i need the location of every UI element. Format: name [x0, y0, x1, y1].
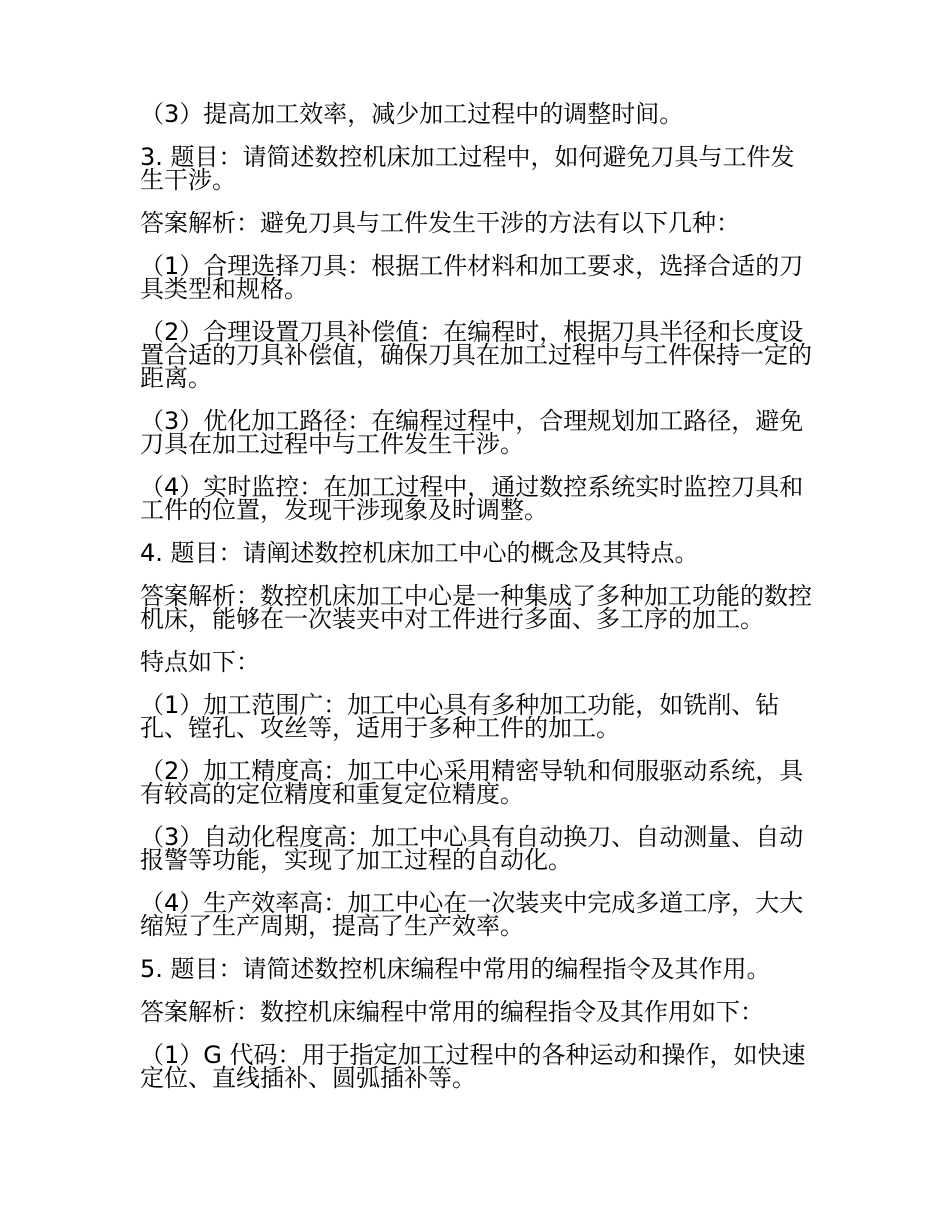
- question-4-item-1: （1）加工范围广：加工中心具有多种加工功能，如铣削、钻孔、镗孔、攻丝等，适用于多种工件的加工。: [140, 691, 780, 742]
- question-4-item-2: （2）加工精度高：加工中心采用精密导轨和伺服驱动系统，具有较高的定位精度和重复定位精度。: [140, 757, 804, 808]
- question-3-item-1: （1）合理选择刀具：根据工件材料和加工要求，选择合适的刀具类型和规格。: [140, 252, 804, 303]
- question-4-item-3: （3）自动化程度高：加工中心具有自动换刀、自动测量、自动报警等功能，实现了加工过程的自动化。: [140, 823, 804, 874]
- question-4-answer-intro: 答案解析：数控机床加工中心是一种集成了多种加工功能的数控机床，能够在一次装夹中对工件进行多面、多工序的加工。: [140, 582, 812, 633]
- question-3-title: 3. 题目：请简述数控机床加工过程中，如何避免刀具与工件发生干涉。: [140, 143, 795, 194]
- question-3-item-4: （4）实时监控：在加工过程中，通过数控系统实时监控刀具和工件的位置，发现干涉现象及时调整。: [140, 473, 804, 524]
- question-3-item-3: （3）优化加工路径：在编程过程中，合理规划加工路径，避免刀具在加工过程中与工件发生干涉。: [140, 407, 804, 458]
- question-4-features-heading: 特点如下：: [140, 648, 260, 676]
- question-5-title: 5. 题目：请简述数控机床编程中常用的编程指令及其作用。: [140, 955, 771, 983]
- paragraph-efficiency: （3）提高加工效率，减少加工过程中的调整时间。: [140, 100, 684, 128]
- question-3-answer-intro: 答案解析：避免刀具与工件发生干涉的方法有以下几种：: [140, 209, 740, 237]
- question-5-answer-intro: 答案解析：数控机床编程中常用的编程指令及其作用如下：: [140, 998, 764, 1026]
- document-body: [140, 100, 812, 1110]
- question-4-item-4: （4）生产效率高：加工中心在一次装夹中完成多道工序，大大缩短了生产周期，提高了生产效率。: [140, 889, 804, 940]
- question-4-title: 4. 题目：请阐述数控机床加工中心的概念及其特点。: [140, 539, 699, 567]
- question-5-item-1: （1）G 代码：用于指定加工过程中的各种运动和操作，如快速定位、直线插补、圆弧插补等。: [140, 1041, 806, 1092]
- question-3-item-2: （2）合理设置刀具补偿值：在编程时，根据刀具半径和长度设置合适的刀具补偿值，确保刀具在加工过程中与工件保持一定的距离。: [140, 318, 812, 392]
